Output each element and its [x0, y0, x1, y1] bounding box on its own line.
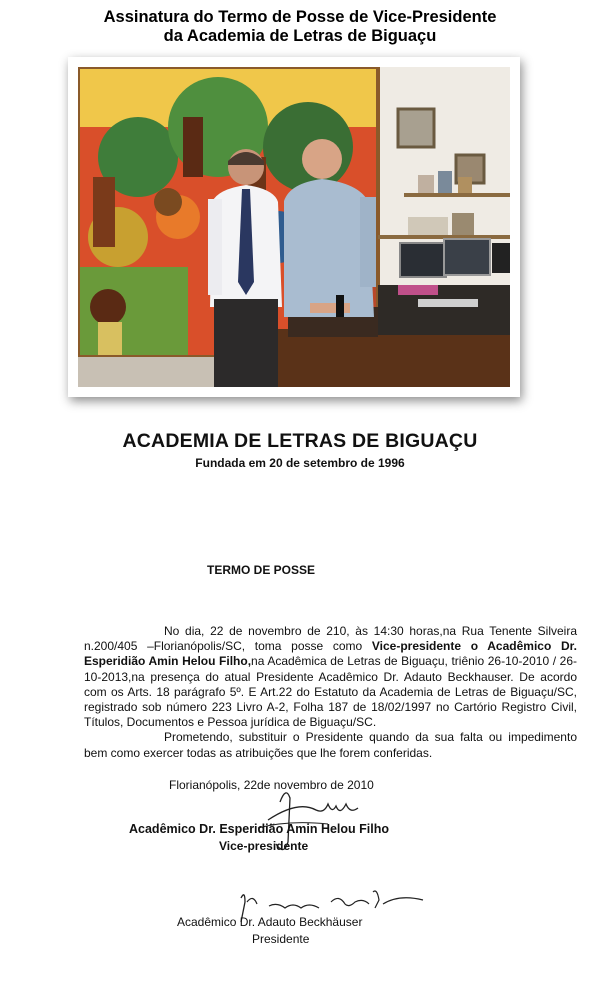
- place-and-date: Florianópolis, 22de novembro de 2010: [169, 778, 374, 792]
- president-name: Acadêmico Dr. Adauto Beckhäuser: [177, 915, 363, 929]
- organization-founded-date: Fundada em 20 de setembro de 1996: [195, 456, 405, 470]
- paragraph-1-text-a: No dia, 22 de novembro de 210, às 14:30 horas,na Rua Tenente Silveira n.200/405 –Florianópolis/SC, toma posse como: [84, 624, 577, 654]
- paragraph-2: Prometendo, substituir o Presidente quando da sua falta ou impedimento bem como exercer todas as atribuições que lhe forem conferidas.: [84, 730, 577, 760]
- photo-frame: [68, 57, 520, 397]
- vice-president-name: Acadêmico Dr. Esperidião Amin Helou Filho: [129, 822, 390, 836]
- paragraph-1-text-b: na Acadêmica de Letras de Biguaçu, triênio 26-10-2010 / 26-10-2013,na presença do atual Presidente Acadêmico Dr. Adauto Beckhauser. De acordo com os Arts. 18 parágrafo 5º. E Art.22 do Estatuto da Academia de Letras de Biguaçu/SC, registrado sob número 223 Livro A-2, Folha 187 de 18/02/1997 no Cartório Registro Civil, Títulos, Documentos e Pessoa jurídica de Biguaçu/SC.: [84, 654, 577, 730]
- signing-photo: [78, 67, 510, 387]
- page-caption: [0, 8, 600, 46]
- organization-name: ACADEMIA DE LETRAS DE BIGUAÇU: [122, 430, 478, 452]
- document-body: [84, 624, 577, 761]
- caption-line-2: da Academia de Letras de Biguaçu: [163, 27, 437, 45]
- paragraph-1: [84, 624, 577, 730]
- vice-president-role: Vice-presidente: [219, 839, 309, 853]
- caption-line-1: Assinatura do Termo de Posse de Vice-Presidente: [103, 8, 497, 26]
- president-role: Presidente: [252, 932, 310, 946]
- paragraph-1-bold: Vice-presidente o Acadêmico Dr. Esperidião Amin Helou Filho,: [84, 639, 577, 669]
- document-title: TERMO DE POSSE: [207, 563, 316, 577]
